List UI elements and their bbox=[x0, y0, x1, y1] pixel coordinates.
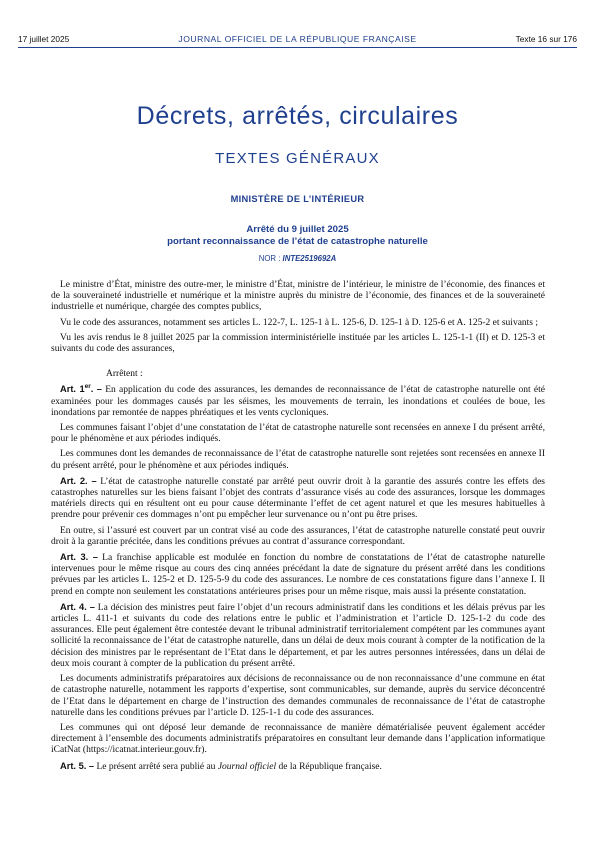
section-title: TEXTES GÉNÉRAUX bbox=[215, 150, 380, 167]
page-header bbox=[18, 34, 577, 48]
article-4-label: Art. 4. – bbox=[60, 601, 95, 612]
article-5-text-post: de la République française. bbox=[276, 761, 382, 772]
header-divider bbox=[18, 47, 577, 48]
nor-label: NOR : bbox=[258, 254, 283, 263]
article-1-paragraph: Les communes dont les demandes de reconnaissance de l’état de catastrophe naturelle sont rejetées sont recensées en annexe II du présent arrêté, pour le phénomène et aux périodes indiqués. bbox=[51, 449, 545, 471]
article-5 bbox=[51, 761, 545, 773]
article-5-label: Art. 5. – bbox=[60, 760, 95, 771]
article-2-label: Art. 2. – bbox=[60, 475, 97, 486]
article-5-text-pre: Le présent arrêté sera publié au bbox=[94, 761, 218, 772]
article-3-text: La franchise applicable est modulée en fonction du nombre de constatations de l’état de catastrophe naturelle intervenues pour le même risque au cours des cinq années précédant la date de signature du présent arrêté dans les conditions prévues par les articles L. 125-2 et D. 125-5-9 du code des assurances. Le nombre de ces constatations figure dans l’annexe I. Il prend en compte non seulement les constatations antérieures prises pour un même risque, mais aussi la présente constatation. bbox=[51, 553, 545, 597]
page-title: Décrets, arrêtés, circulaires bbox=[136, 102, 459, 130]
article-2 bbox=[51, 476, 545, 522]
journal-officiel-reference: Journal officiel bbox=[217, 761, 277, 772]
article-4-paragraph: Les documents administratifs préparatoires aux décisions de reconnaissance ou de non reconnaissance d’une commune en état de catastrophe naturelle, notamment les rapports d’expertise, sont communicables, sur demande, auprès du service déconcentré de l’Etat dans le département en charge de l’instruction des demandes communales de reconnaissance de l’état de catastrophe naturelle dans les conditions prévues par l’article D. 125-1-1 du code des assurances. bbox=[51, 674, 545, 718]
nor-reference bbox=[0, 254, 595, 263]
document-body bbox=[51, 280, 545, 777]
article-2-text: L’état de catastrophe naturelle constaté par arrêté peut ouvrir droit à la garantie des assurés contre les effets des catastrophes naturelles sur les biens faisant l’objet des contrats d’assurance visés au code des assurances, lorsque les dommages matériels directs qui en résultent ont eu pour cause déterminante l’effet de cet agent naturel et que les mesures habituelles à prendre pour prévenir ces dommages n’ont pu empêcher leur survenance ou n’ont pu être prises. bbox=[51, 476, 545, 521]
preamble-paragraph: Vu les avis rendus le 8 juillet 2025 par la commission interministérielle instituée par les articles L. 125-1-1 (II) et D. 125-3 et suivants du code des assurances, bbox=[51, 332, 545, 355]
arretent-line: Arrêtent : bbox=[106, 369, 143, 380]
article-1 bbox=[51, 384, 545, 419]
header-date: 17 juillet 2025 bbox=[18, 34, 70, 44]
article-1-paragraph: Les communes faisant l’objet d’une constatation de l’état de catastrophe naturelle sont recensées en annexe I du présent arrêté, pour le phénomène et aux périodes indiqués. bbox=[51, 423, 545, 445]
preamble-paragraph: Vu le code des assurances, notamment ses articles L. 122-7, L. 125-1 à L. 125-6, D. 125-1 à D. 125-6 et A. 125-2 et suivants ; bbox=[60, 317, 539, 328]
article-3 bbox=[51, 552, 545, 598]
header-journal-title: JOURNAL OFFICIEL DE LA RÉPUBLIQUE FRANÇAISE bbox=[178, 34, 417, 44]
article-1-text: En application du code des assurances, les demandes de reconnaissance de l’état de catastrophe naturelle ont été examinées pour les dommages causés par les séismes, les mouvements de terrain, les inondations et coulées de boue, les inondations par remontée de nappes phréatiques et les vents cycloniques. bbox=[51, 385, 545, 418]
arrete-subject-line: portant reconnaissance de l’état de catastrophe naturelle bbox=[167, 236, 428, 247]
article-4-paragraph: Les communes qui ont déposé leur demande de reconnaissance de manière dématérialisée peuvent également accéder directement à l’ensemble des documents administratifs préparatoires en consultant leur demande dans l’application informatique iCatNat (https://icatnat.interieur.gouv.fr). bbox=[51, 722, 545, 756]
article-4 bbox=[51, 602, 545, 670]
arrete-date-line: Arrêté du 9 juillet 2025 bbox=[246, 224, 349, 235]
article-2-paragraph: En outre, si l’assuré est couvert par un contrat visé au code des assurances, l’état de catastrophe naturelle constaté peut ouvrir droit à la garantie précitée, dans les conditions prévues au contrat d’assurance correspondant. bbox=[51, 525, 545, 547]
header-page-number: Texte 16 sur 176 bbox=[515, 34, 577, 44]
preamble-paragraph: Le ministre d’État, ministre des outre-mer, le ministre d’État, ministre de l’intérieur, le ministre de l’économie, des finances et de la souveraineté industrielle et numérique et la ministre auprès du ministre de l’économie, des finances et de la souveraineté industrielle et numérique, chargée des comptes publics, bbox=[51, 280, 545, 313]
article-4-text: La décision des ministres peut faire l’objet d’un recours administratif dans les conditions et les délais prévus par les articles L. 411-1 et suivants du code des relations entre le public et l’administration et l’article D. 125-1-2 du code des assurances. Elle peut également être contestée devant le tribunal administratif territorialement compétent par les communes ayant sollicité la reconnaissance de l’état de catastrophe naturelle, dans un délai de deux mois courant à compter de la notification de la décision des ministres par le représentant de l’Etat dans le département, et par les autres personnes intéressées, dans un délai de deux mois courant à compter de la publication du présent arrêté. bbox=[51, 602, 545, 669]
nor-code: INTE2519692A bbox=[282, 254, 337, 263]
ministry-title: MINISTÈRE DE L’INTÉRIEUR bbox=[230, 194, 365, 204]
article-1-label: Art. 1er. – bbox=[60, 383, 102, 395]
arrete-title bbox=[0, 224, 595, 248]
article-3-label: Art. 3. – bbox=[60, 552, 98, 563]
